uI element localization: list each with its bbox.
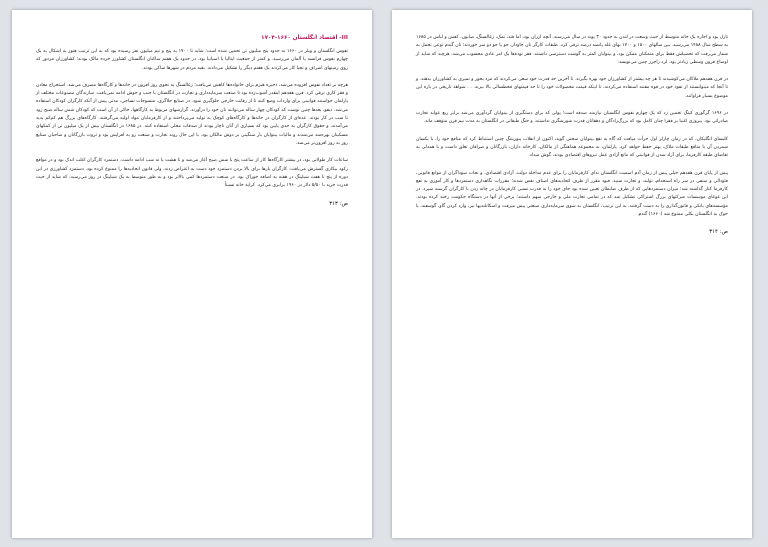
page-left <box>12 10 372 538</box>
page-left-content <box>36 34 348 209</box>
paragraph: هرچه بر تعداد نفوس افزوده می‌شد، ذخیره هیزم برای خانواده‌ها کاهش می‌یافت؛ زغالسنگ به نحوی روز افزون در خانه‌ها و کارگاه‌ها مصرف می‌شد. استخراج معادن و فقر کاری ترقی کرد. قرن هفدهم اینقدر آشوب‌زده بود تا صنعت سرمایه‌داری و تجارت در انگلستان با جنب و جوش ادامه نمی‌یافت. سازندگان مصنوعات مختلف از پارلمان خواستند قوانینی برای واردات وضع کنند تا از رقابت خارجی جلوگیری شود. در صنایع جلاگری، منسوجات نساجی، مدتی پیش از آنکه کارگران کودکان استفاده می‌شد. دیفو، بعدها چنین نوشت که کودکان چهار ساله می‌توانند نان خود را درآورند. گزارشهای مربوط به کارگاهها، حاکی از آن است که کودکان شش ساله صبح زود تا شب در کار بودند. عده‌ای از کارگران در خانه‌ها و کارگاه‌های کوچک به تولید می‌پرداختند و از کارفرمایان مواد اولیه می‌گرفتند. کارگاه‌های بزرگ هم کم‌کم پدید می‌آمدند، و حقوق کارگران به حدی پایین بود که بسیاری از آنان ناچار بودند از صدقات محلی استفاده کنند. در ۱۶۸۵ در انگلستان بیش از یک میلیون تن از کمکهای مسکینان بهره‌مند می‌شدند و مالیات بینوایان بار سنگینی بر دوش مالکان بود. با این حال روند تجارت و صنعت رو به افزایش بود و ثروت بازرگانان و صاحبان صنایع روز به روز افزون‌تر می‌شد. <box>36 82 348 146</box>
page-number: ص: ۳۱۴ <box>709 229 728 236</box>
paragraph: پیش از پایان قرن هفدهم خیلی پیش از زمان آدم اسمیت انگلستان ندای کارفرمایان را برای عدم مداخله دولت، آزادی اقتصادی، و نجات سوداگران از موانع قانونی، فئودالی و صنفی در سر راه استخدام، تولید، و تجارت شنید. قیود مقرر از طرف اتحادیه‌های اصناف نقض شدند؛ مقررات نگاهداری دستمزدها و کار آموزی به نفع کارفرما کنار گذاشته شد؛ میزان دستمزدهایی که از طرف ضابطان تعیین شده بود جای خود را به قدرت نسبی کارفرمایان در چانه زدن با کارگران گرسنه سپرد. در این غوغای موسسات شرکتهای بزرگ اشتراکی تشکیل شد که در تمامی تجارت ملی و خارجی سهم داشتند؛ برخی از آنها در دستگاه حکومت رخنه کرده بودند. مؤسسه‌های بانکی و قانون‌گذاری را به دست گرفتند. به این ترتیب، انگلستان به سوی سرمایه‌داری صنعتی پیش میرفت و اسکاتلندیها نیز، وارد کردن گاو، گوسفند، یا خوک به انگلستان بکلی ممنوع شد (۱۶۶۰) گندم <box>416 170 728 218</box>
paragraph: نازل بود و اجاره یک خانه متوسط از حیث وسعت در لندن به حدود ۳۰ پوند در سال می‌رسید. آنچه ارزان بود، اما قند، نمک، زغالسنگ، صابون، کفش و لباس در ۱۶۸۵ به سطح سال ۱۴۸۸ می‌رسید. بین سالهای ۱۵۰۰ و ۱۷۰۰ بهای غله پانصد درصد ترقی کرد. طبقات کارگر نان جاودار، جو یا جو دو سر خوردند؛ نان گندم نوعی تجمل به شمار می‌رفت که تحصیلش فقط برای متمکنان ممکن بود، و بینوایان کمتر به گوشت دسترسی داشتند. فقر توده‌ها یک امر عادی محسوب می‌شد، هرچند که شاید از اوضاع قرون وسطی زیادتر بود. لرد راجرز چنین می‌نویسد: <box>416 35 728 65</box>
page-number: ص: ۳۱۳ <box>329 201 348 208</box>
paragraph: ساعات کار طولانی بود، در بیشتر کارگاه‌ها کار از ساعت پنج یا شش صبح آغاز می‌شد و تا هشت یا نه شب ادامه داشت. دستمزد کارگران اغلب اندک بود و در مواقع رکود بیکاری گسترش می‌یافت. کارگران بارها برای بالا بردن دستمزد خود دست به اعتراض زدند، ولی قانون اتحادیه‌ها را ممنوع کرده بود. دستمزد کشاورزی در این دوره از پنج تا هفت شیلینگ در هفته به اضافه خوراک بود. در صنعت دستمزدها کمی بالاتر بود و به طور متوسط به یک شیلینگ در روز می‌رسید، که شاید از حیث قدرت خرید با ۵/۵۰ دلار در ۱۹۶۰ برابری می‌کرد. کرایه خانه نسبتاً <box>36 158 348 189</box>
section-heading: III- اقتصاد انگلستان ۱۶۶۰-۱۷۰۴ <box>261 35 348 41</box>
paragraph: نفوس انگلستان و ویلز در ۱۶۶۰ به حدود پنج میلیون تن تخمین شده است؛ شاید تا ۱۷۰۰ به پنج و نیم میلیون نفر رسیده بود که به این ترتیب هنوز به اشکال به یک چهارم نفوس فرانسه یا آلمان می‌رسید. و کمتر از جمعیت ایتالیا یا اسپانیا بود. در حدود یک هفتم ساکنان انگلستان کشاورز خرده مالک بودند؛ کشاورزان مزدور که روی زمینهای اشراف و نجبا کار می‌کردند یک هفتم دیگر را تشکیل می‌دادند. بقیه مردم در شهرها ساکن بودند. <box>36 49 348 71</box>
paragraph: در ۱۶۹۶ گرگوری کینگ تخمین زد که یک چهارم نفوس انگلستان نیازمند صدقه است؛ پولی که برای دستگیری از بینوایان گردآوری می‌شد برابر ربع عواید تجارت صادراتی بود. پیروزی اغنیا بر فقرا چنان کامل بود که بزرگ‌زادگان و دهقانان قدرت شورشگری نداشتند، و جنگ طبقاتی در انگلستان به مدت نیم قرن متوقف ماند. <box>416 111 728 125</box>
quote-paragraph: در قرن هفدهم ملاکان می‌کوشیدند تا هر چه بیشتر از کشاورزان خود بهره بگیرند. تا آخرین حد قدرت خود سعی می‌کردند که مزد بخور و نمیری به کشاورزان بدهند. و تا آنجا که میتوانستند از نفوذ خود در قوه مقننه استفاده می‌کردند، تا اینکه قیمت محصولات خود را تا حد قیمتهای قحطسالی بالا ببرند. . . شواهد تاریخی در باره این موضوع بسیار فراوانند. <box>416 77 728 99</box>
page-right-content <box>416 34 728 237</box>
page-right <box>392 10 752 538</box>
paragraph: کلیسای انگلیکان، که در زمان چارلز اول جرأت میافت که گاه به نفع بینوایان سخنی گوید، اکنون از انقلاب پیوریتنگ چنین استنباط کرد که منافع خود را، با یکسان شمردن آن با منافع طبقات ملاک، بهتر حفظ خواهد کرد. پارلمان، به مجموعه هماهنگی از مالکان، کارخانه داران، بازرگانان و صرافان تعلق داشت و با همدلی به تقاضای طبقه کارفرما، برای آزاد شدن از قوانینی که مانع آزادی عمل نیروهای اقتصادی بودند، گوش میداد. <box>416 136 728 159</box>
